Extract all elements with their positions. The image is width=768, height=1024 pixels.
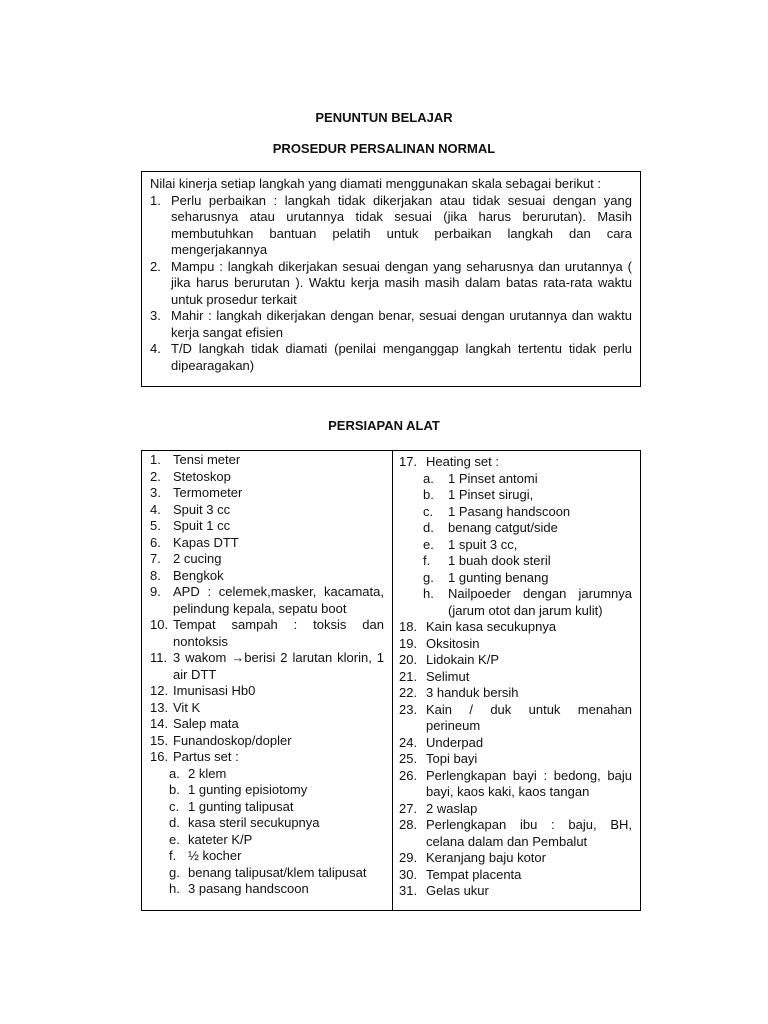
tool-item-number: 13. — [150, 699, 169, 715]
criteria-item — [150, 193, 632, 259]
tool-item-text: Keranjang baju kotor — [426, 850, 546, 865]
tool-item-text: Salep mata — [173, 716, 239, 731]
heating-set-item — [399, 520, 632, 537]
tool-item-text: Kain / duk untuk menahan perineum — [426, 701, 632, 733]
heating-set-item-text: 1 Pinset antomi — [448, 470, 538, 486]
tool-item-number: 26. — [399, 767, 418, 783]
tool-item-number: 20. — [399, 652, 418, 667]
criteria-item — [150, 259, 632, 309]
tool-item-text: Vit K — [173, 699, 201, 715]
tool-item-text: 2 waslap — [426, 800, 478, 816]
tool-item — [150, 452, 384, 469]
criteria-intro: Nilai kinerja setiap langkah yang diamati menggunakan skala sebagai berikut : — [150, 176, 601, 191]
tool-item-text: Perlengkapan bayi : bedong, baju bayi, kaos kaki, kaos tangan — [426, 767, 632, 799]
partus-set-item-number: a. — [169, 765, 180, 781]
partus-set-item-text: benang talipusat/klem talipusat — [188, 864, 367, 880]
tool-item-number: 7. — [150, 551, 161, 566]
tool-item-number: 15. — [150, 732, 169, 748]
tool-item-text: APD : celemek,masker, kacamata, pelindung kepala, sepatu boot — [173, 584, 384, 616]
tool-item-number: 30. — [399, 866, 418, 882]
tool-item-text: Topi bayi — [426, 751, 478, 766]
tool-item-number: 4. — [150, 501, 161, 517]
criteria-text: Perlu perbaikan : langkah tidak dikerjakan atau tidak sesuai dengan yang seharusnya atau urutannya tidak sesuai (jika harus berurutan). Masih membutuhkan bantuan pelatih untuk perbaikan langkah dan cara mengerjakannya — [171, 192, 632, 257]
tool-item — [150, 749, 384, 766]
tool-item-text: Funandoskop/dopler — [173, 732, 292, 748]
criteria-text: Mampu : langkah dikerjakan sesuai dengan yang seharusnya dan urutannya ( jika harus berurutan ). Waktu kerja masih masih dalam batas rata-rata waktu untuk prosedur terkait — [171, 258, 632, 307]
tool-item-number: 25. — [399, 751, 418, 766]
heating-set-item-text: 1 Pasang handscoon — [448, 503, 571, 519]
tool-item — [150, 518, 384, 535]
tool-item-text: Termometer — [173, 485, 243, 500]
document-title: PENUNTUN BELAJAR — [315, 110, 453, 125]
tool-item-text: Oksitosin — [426, 635, 480, 651]
tool-item — [150, 551, 384, 568]
partus-set-item-text: 3 pasang handscoon — [188, 881, 309, 896]
tool-item-text: Spuit 1 cc — [173, 518, 231, 533]
partus-set-item — [150, 766, 384, 783]
tool-item — [399, 735, 632, 752]
partus-set-item-text: 1 gunting episiotomy — [188, 782, 308, 797]
tool-item-number: 2. — [150, 468, 161, 484]
heating-set-item — [399, 570, 632, 587]
tool-item — [150, 535, 384, 552]
tool-item — [399, 883, 632, 900]
tool-item-number: 12. — [150, 683, 169, 698]
partus-set-item-number: c. — [169, 798, 180, 814]
partus-set-item-number: d. — [169, 815, 180, 830]
heating-set-item — [399, 537, 632, 554]
tool-item — [150, 502, 384, 519]
tool-item-text: Tensi meter — [173, 452, 241, 467]
partus-set-item-number: h. — [169, 881, 180, 896]
heating-set-item — [399, 471, 632, 488]
tool-item-text: Imunisasi Hb0 — [173, 683, 256, 698]
tool-item — [399, 751, 632, 768]
tool-item — [150, 584, 384, 617]
criteria-list — [150, 193, 632, 375]
tool-item-text: Tempat sampah : toksis dan nontoksis — [173, 617, 384, 649]
tool-item — [399, 867, 632, 884]
heating-set-item — [399, 487, 632, 504]
tool-item-number: 24. — [399, 734, 418, 750]
tool-item-number: 9. — [150, 584, 161, 599]
tool-item-number: 28. — [399, 817, 418, 832]
heating-set-item — [399, 586, 632, 619]
tool-item — [399, 817, 632, 850]
tools-column-right — [393, 451, 640, 910]
partus-set-item-text: 1 gunting talipusat — [188, 798, 294, 814]
section-title-persiapan-alat: PERSIAPAN ALAT — [328, 418, 440, 433]
tools-table — [141, 450, 641, 911]
heating-set-item-number: h. — [423, 586, 434, 601]
heating-set-item-number: b. — [423, 487, 434, 502]
partus-set-item-number: f. — [169, 848, 177, 863]
tool-item-text: Perlengkapan ibu : baju, BH, celana dalam dan Pembalut — [426, 817, 632, 849]
tool-item-number: 16. — [150, 749, 169, 764]
heating-set-item-text: benang catgut/side — [448, 520, 558, 535]
scoring-criteria-box — [141, 171, 641, 387]
tool-item — [399, 669, 632, 686]
criteria-number: 1. — [150, 192, 161, 208]
partus-set-item-number: g. — [169, 864, 180, 880]
tool-item-number: 21. — [399, 668, 418, 684]
partus-set-item — [150, 881, 384, 898]
tool-item — [150, 733, 384, 750]
heating-set-item-text: 1 Pinset sirugi, — [448, 487, 534, 502]
tool-item-text: Kapas DTT — [173, 534, 239, 550]
criteria-text: Mahir : langkah dikerjakan dengan benar, sesuai dengan urutannya dan waktu kerja sangat efisien — [171, 308, 632, 340]
heating-set-item-number: c. — [423, 503, 434, 519]
tool-item-number: 5. — [150, 518, 161, 533]
heating-set-item — [399, 504, 632, 521]
tool-item — [150, 650, 384, 683]
tool-item-number: 31. — [399, 883, 418, 898]
tool-item — [399, 636, 632, 653]
partus-set-item-text: ½ kocher — [188, 848, 242, 863]
tool-item — [399, 850, 632, 867]
tool-item-text: Gelas ukur — [426, 883, 489, 898]
partus-set-item — [150, 865, 384, 882]
partus-set-item — [150, 848, 384, 865]
tool-item-text: 2 cucing — [173, 551, 222, 566]
tool-item-number: 10. — [150, 617, 169, 632]
tool-item-text: 3 handuk bersih — [426, 685, 519, 700]
document-subtitle: PROSEDUR PERSALINAN NORMAL — [272, 141, 496, 156]
tool-item — [399, 768, 632, 801]
tool-item-text: Bengkok — [173, 567, 224, 583]
tool-item — [150, 700, 384, 717]
partus-set-item-text: kasa steril secukupnya — [188, 815, 320, 830]
heating-set-item-number: g. — [423, 569, 434, 585]
tool-item — [399, 652, 632, 669]
heating-set-item-number: f. — [423, 553, 431, 568]
tool-item-text: Selimut — [426, 668, 470, 684]
tool-item-text: Partus set : — [173, 749, 239, 764]
tool-item-number: 8. — [150, 567, 161, 583]
criteria-item — [150, 341, 632, 374]
partus-set-item-number: e. — [169, 831, 180, 847]
tool-item — [399, 454, 632, 471]
tool-item-text: Lidokain K/P — [426, 652, 499, 667]
partus-set-item — [150, 782, 384, 799]
tool-item — [150, 485, 384, 502]
tool-item-number: 18. — [399, 619, 418, 634]
partus-set-item-text: kateter K/P — [188, 831, 253, 847]
tool-item-number: 19. — [399, 635, 418, 651]
partus-set-item-number: b. — [169, 782, 180, 797]
tool-item-number: 11. — [150, 650, 168, 665]
tool-item-number: 6. — [150, 534, 161, 550]
partus-set-item — [150, 832, 384, 849]
tool-item-text: Stetoskop — [173, 468, 231, 484]
heating-set-item-number: a. — [423, 470, 434, 486]
heating-set-item-text: 1 buah dook steril — [448, 553, 551, 568]
tool-item — [399, 685, 632, 702]
heating-set-item-text: 1 spuit 3 cc, — [448, 536, 518, 552]
tool-item-number: 29. — [399, 850, 418, 865]
criteria-number: 3. — [150, 308, 161, 323]
tool-item-text: Kain kasa secukupnya — [426, 619, 557, 634]
tool-item-number: 1. — [150, 452, 161, 467]
tool-item-number: 22. — [399, 685, 418, 700]
tool-item — [150, 617, 384, 650]
heating-set-item-text: 1 gunting benang — [448, 569, 549, 585]
partus-set-item — [150, 799, 384, 816]
tool-item-text: Spuit 3 cc — [173, 501, 231, 517]
tool-item — [399, 801, 632, 818]
tool-item-number: 14. — [150, 716, 169, 731]
tool-item-number: 27. — [399, 800, 418, 816]
tool-item — [150, 716, 384, 733]
heating-set-item — [399, 553, 632, 570]
heating-set-item-number: d. — [423, 520, 434, 535]
heating-set-item-text: Nailpoeder dengan jarumnya (jarum otot dan jarum kulit) — [448, 586, 632, 618]
tools-column-left — [142, 451, 393, 910]
criteria-item — [150, 308, 632, 341]
criteria-number: 4. — [150, 341, 161, 356]
tool-item-text: Underpad — [426, 734, 484, 750]
tool-item-text: Heating set : — [426, 454, 499, 469]
criteria-number: 2. — [150, 258, 161, 274]
tool-item — [150, 568, 384, 585]
partus-set-item — [150, 815, 384, 832]
tool-item — [399, 619, 632, 636]
partus-set-item-text: 2 klem — [188, 765, 227, 781]
tool-item — [150, 683, 384, 700]
heating-set-item-number: e. — [423, 536, 434, 552]
tool-item-text: Tempat placenta — [426, 866, 522, 882]
tool-item — [150, 469, 384, 486]
tool-item-text: 3 wakom →berisi 2 larutan klorin, 1 air DTT — [173, 650, 384, 682]
tool-item-number: 3. — [150, 485, 161, 500]
criteria-text: T/D langkah tidak diamati (penilai menganggap langkah tertentu tidak perlu dipearagakan) — [171, 341, 632, 373]
tool-item-number: 17. — [399, 454, 418, 469]
tool-item — [399, 702, 632, 735]
tool-item-number: 23. — [399, 701, 418, 717]
